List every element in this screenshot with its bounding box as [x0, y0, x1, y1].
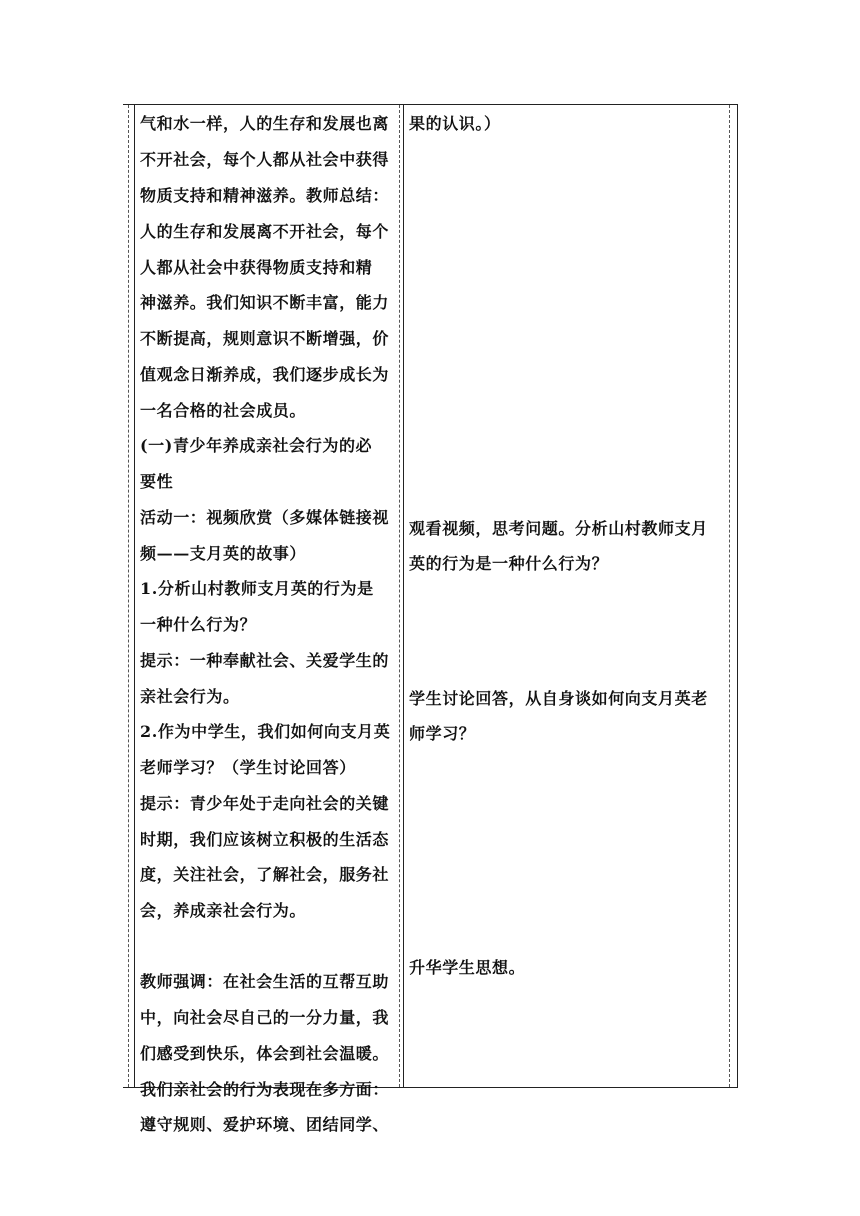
text-line: 1.分析山村教师支月英的行为是 — [140, 579, 374, 598]
table-border-left — [134, 105, 135, 1087]
text-line: 不开社会，每个人都从社会中获得 — [140, 150, 390, 169]
text-line: 亲社会行为。 — [140, 687, 240, 706]
text-line: 教师强调：在社会生活的互帮互助 — [140, 972, 390, 991]
table-border-left-dashed — [128, 105, 129, 1087]
text-line: 神滋养。我们知识不断丰富，能力 — [140, 293, 390, 312]
text-line: 度，关注社会，了解社会，服务社 — [140, 865, 390, 884]
text-line: 会，养成亲社会行为。 — [140, 901, 307, 920]
text-line: 我们亲社会的行为表现在多方面： — [140, 1080, 390, 1099]
text-line: 活动一：视频欣赏（多媒体链接视 — [140, 508, 390, 527]
text-line: 一名合格的社会成员。 — [140, 401, 307, 420]
table-border-right — [737, 105, 738, 1087]
text-line: 提示：一种奉献社会、关爱学生的 — [140, 651, 390, 670]
lesson-table — [123, 104, 738, 1134]
text-line: 观看视频，思考问题。分析山村教师支月 — [409, 519, 708, 538]
section-heading: 要性 — [140, 472, 174, 491]
text-line: 果的认识。） — [409, 114, 501, 133]
text-line: 人都从社会中获得物质支持和精 — [140, 258, 373, 277]
text-line: 老师学习？（学生讨论回答） — [140, 758, 356, 777]
text-line: 2.作为中学生，我们如何向支月英 — [140, 722, 391, 741]
text-line: 频——支月英的故事） — [140, 544, 307, 563]
text-line: 们感受到快乐，体会到社会温暖。 — [140, 1044, 390, 1063]
text-line: 英的行为是一种什么行为？ — [409, 554, 609, 573]
section-heading: (一)青少年养成亲社会行为的必 — [140, 436, 373, 455]
text-line: 提示：青少年处于走向社会的关键 — [140, 794, 390, 813]
text-line: 一种什么行为？ — [140, 615, 257, 634]
column-divider — [403, 105, 404, 1087]
table-border-right-dashed — [729, 105, 730, 1087]
text-line: 值观念日渐养成，我们逐步成长为 — [140, 365, 390, 384]
text-line: 升华学生思想。 — [409, 958, 526, 977]
text-line: 时期，我们应该树立积极的生活态 — [140, 830, 390, 849]
text-line: 气和水一样，人的生存和发展也离 — [140, 114, 390, 133]
text-line: 学生讨论回答，从自身谈如何向支月英老 — [409, 689, 708, 708]
text-line: 人的生存和发展离不开社会，每个 — [140, 222, 390, 241]
text-line: 师学习？ — [409, 724, 476, 743]
text-line: 物质支持和精神滋养。教师总结： — [140, 186, 390, 205]
column-divider-dashed — [399, 105, 400, 1087]
text-line: 中，向社会尽自己的一分力量，我 — [140, 1008, 390, 1027]
text-line: 不断提高，规则意识不断增强，价 — [140, 329, 390, 348]
text-line: 遵守规则、爱护环境、团结同学、 — [140, 1115, 390, 1134]
